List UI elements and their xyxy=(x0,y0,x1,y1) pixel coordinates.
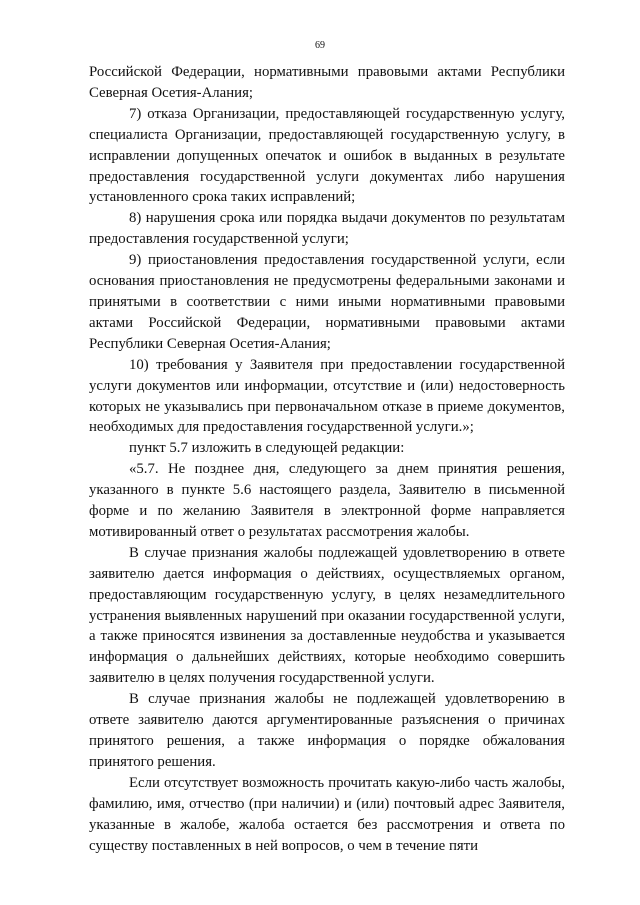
paragraph-item-10: 10) требования у Заявителя при предоставлении государственной услуги документов или информации, отсутствие и (или) недостоверность которых не указывались при первоначальном отказе в приеме документов, необходимых для предоставления государственной услуги.»; xyxy=(89,356,565,436)
document-body xyxy=(89,62,565,856)
paragraph-complaint-rejected: В случае признания жалобы не подлежащей удовлетворению в ответе заявителю даются аргументированные разъяснения о причинах принятого решения, а также информация о порядке обжалования принятого решения. xyxy=(89,691,565,770)
paragraph-clause-5-7: «5.7. Не позднее дня, следующего за днем принятия решения, указанного в пункте 5.6 настоящего раздела, Заявителю в письменной форме и по желанию Заявителя в электронной форме направляется мотивированный ответ о результатах рассмотрения жалобы. xyxy=(89,461,565,540)
paragraph-amendment-intro: пункт 5.7 изложить в следующей редакции: xyxy=(129,440,405,457)
paragraph-complaint-satisfied: В случае признания жалобы подлежащей удовлетворению в ответе заявителю дается информация о действиях, осуществляемых органом, предоставляющим государственную услугу, в целях незамедлительного устранения выявленных нарушений при оказании государственной услуги, а также приносятся извинения за доставленные неудобства и указывается информация о дальнейших действиях, которые необходимо совершить заявителю в целях получения государственной услуги. xyxy=(89,544,565,687)
paragraph-item-9: 9) приостановления предоставления государственной услуги, если основания приостановления не предусмотрены федеральными законами и принятыми в соответствии с ними иными нормативными правовыми актами Российской Федерации, нормативными правовыми актами Республики Северная Осетия-Алания; xyxy=(89,252,565,352)
page-number: 69 xyxy=(315,40,325,51)
paragraph-item-7: 7) отказа Организации, предоставляющей государственную услугу, специалиста Организации, предоставляющей государственную услугу, в исправлении допущенных опечаток и ошибок в выданных в результате предоставления государственной услуги документах либо нарушения установленного срока таких исправлений; xyxy=(89,105,565,206)
paragraph-item-8: 8) нарушения срока или порядка выдачи документов по результатам предоставления государственной услуги; xyxy=(89,210,565,248)
paragraph-unreadable-complaint: Если отсутствует возможность прочитать какую-либо часть жалобы, фамилию, имя, отчество (при наличии) и (или) почтовый адрес Заявителя, указанные в жалобе, жалоба остается без рассмотрения и ответа по существу поставленных в ней вопросов, о чем в течение пяти xyxy=(89,774,565,854)
paragraph-continuation: Российской Федерации, нормативными правовыми актами Республики Северная Осетия-Алания; xyxy=(89,64,565,101)
